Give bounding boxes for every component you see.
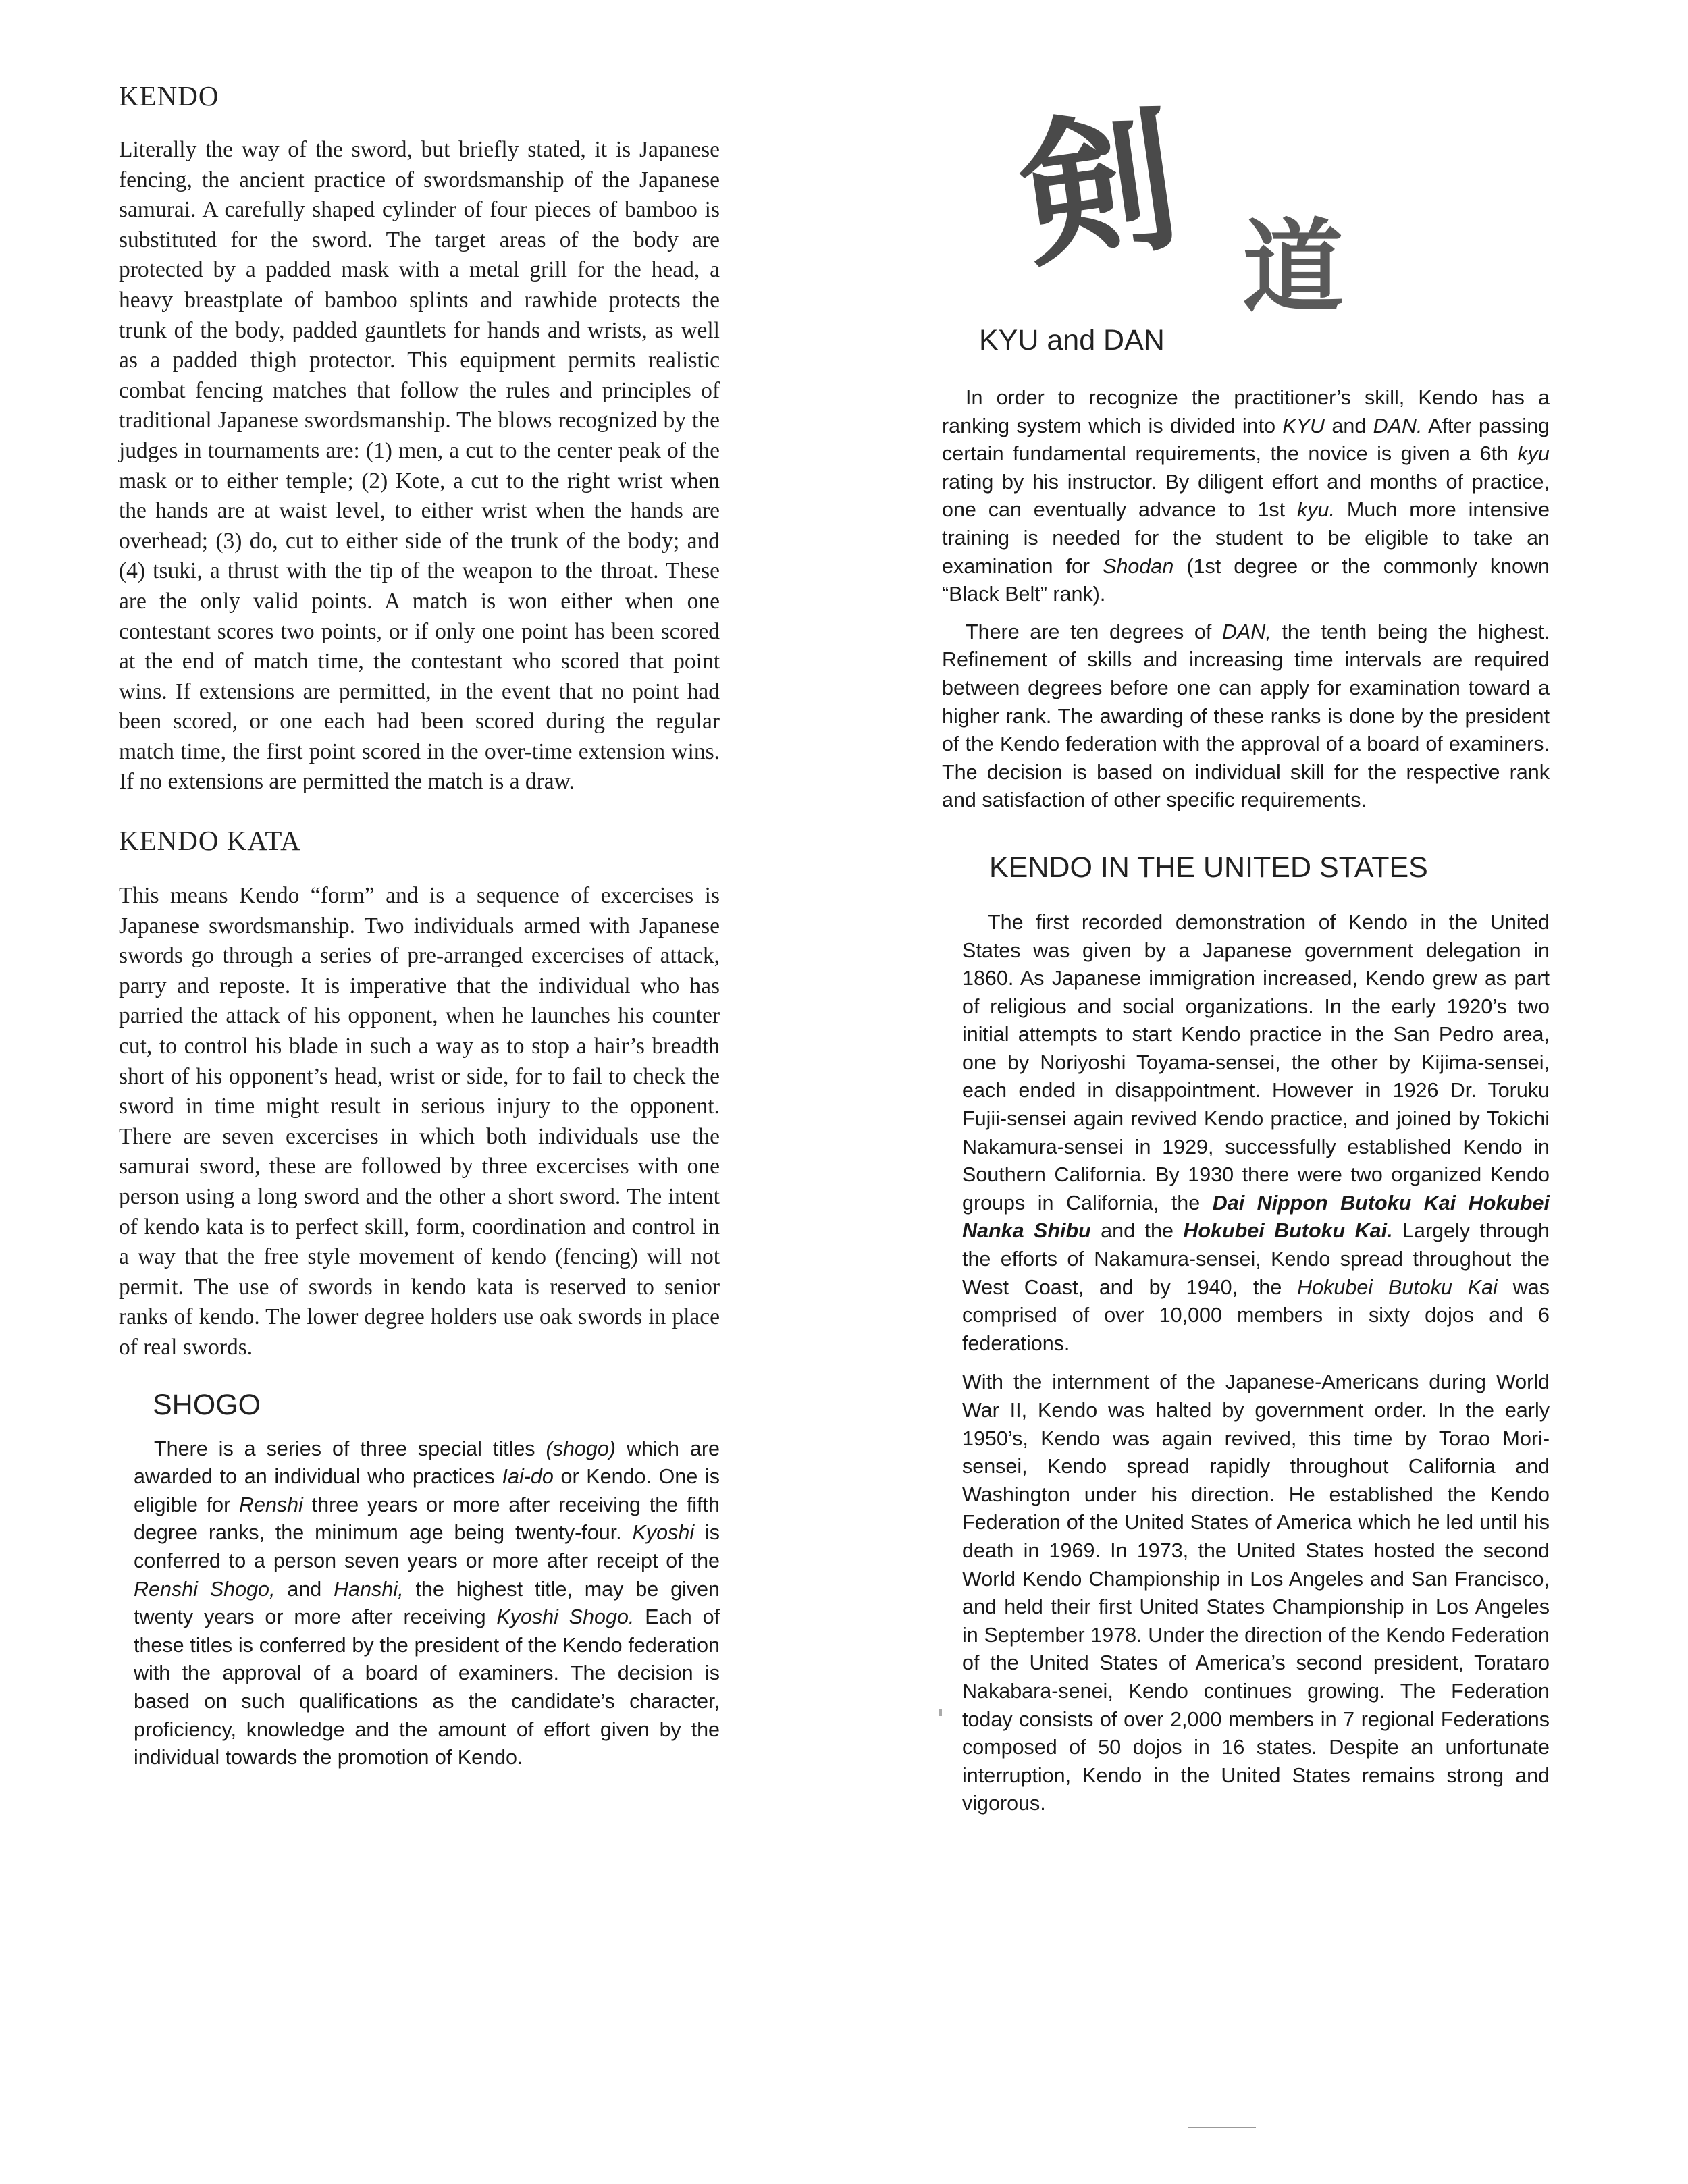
- calligraphy-do-character: 道: [1242, 208, 1344, 327]
- kendo-kata-heading: KENDO KATA: [119, 825, 301, 857]
- kendo-us-paragraph-2: With the internment of the Japanese-Americans during World War II, Kendo was halted by government order. In the early 1950’s, Kendo was again revived, this time by Torao Mori-sensei, Kendo spread rapidly throughout California and Washington under his direction. He established the Kendo Federation of the United States of America which he led until his death in 1969. In 1973, the United States hosted the second World Kendo Championship in Los Angeles and San Francisco, and held their first United States Championship in Los Angeles in September 1978. Under the direction of the Kendo Federation of the United States of America’s second president, Torataro Nakabara-senei, Kendo continues growing. The Federation today consists of over 2,000 members in 7 regional Federations composed of 50 dojos in 16 states. Despite an unfortunate interruption, Kendo in the United States remains strong and vigorous.: [962, 1370, 1550, 1815]
- left-column: [119, 80, 720, 1772]
- kendo-us-heading: KENDO IN THE UNITED STATES: [989, 851, 1428, 884]
- kyu-dan-paragraph-1: In order to recognize the practitioner’s skill, Kendo has a ranking system which is divided into KYU and DAN. After passing certain fundamental requirements, the novice is given a 6th kyu rating by his instructor. By diligent effort and months of practice, one can eventually advance to 1st kyu. Much more intensive training is needed for the student to be eligible to take an examination for Shodan (1st degree or the commonly known “Black Belt” rank).: [942, 386, 1550, 606]
- calligraphy-ken-character: 剣: [1009, 88, 1189, 290]
- right-column: [935, 324, 1550, 1818]
- shogo-heading: SHOGO: [153, 1388, 261, 1421]
- kendo-us-paragraph-1: The first recorded demonstration of Kendo in the United States was given by a Japanese government delegation in 1860. As Japanese immigration increased, Kendo grew as part of religious and social organizations. In the early 1920’s two initial attempts to start Kendo practice in the San Pedro area, one by Noriyoshi Toyama-sensei, the other by Kijima-sensei, each ended in disappointment. However in 1926 Dr. Toruku Fujii-sensei again revived Kendo practice, and joined by Tokichi Nakamura-sensei in 1929, successfully established Kendo in Southern California. By 1930 there were two organized Kendo groups in California, the Dai Nippon Butoku Kai Hokubei Nanka Shibu and the Hokubei Butoku Kai. Largely through the efforts of Nakamura-sensei, Kendo spread throughout the West Coast, and by 1940, the Hokubei Butoku Kai was comprised of over 10,000 members in sixty dojos and 6 federations.: [962, 910, 1550, 1355]
- kendo-heading: KENDO: [119, 80, 219, 111]
- kendo-paragraph: Literally the way of the sword, but briefly stated, it is Japanese fencing, the ancient practice of swordsmanship of the Japanese samurai. A carefully shaped cylinder of four pieces of bamboo is substituted for the sword. The target areas of the body are protected by a padded mask with a metal grill for the head, a heavy breastplate of bamboo splints and rawhide protects the trunk of the body, padded gauntlets for hands and wrists, as well as a padded thigh protector. This equipment permits realistic combat fencing matches that follow the rules and principles of traditional Japanese swordsmanship. The blows recognized by the judges in tournaments are: (1) men, a cut to the center peak of the mask or to either temple; (2) Kote, a cut to the right wrist when the hands are at waist level, to either wrist when the hands are overhead; (3) do, cut to either side of the trunk of the body; and (4) tsuki, a thrust with the tip of the weapon to the throat. These are the only valid points. A match is won either when one contestant scores two points, or if only one point has been scored at the end of match time, the contestant who scored that point wins. If extensions are permitted, in the event that no point had been scored, or one each had been scored during the regular match time, the first point scored in the over-time extension wins. If no extensions are permitted the match is a draw.: [119, 137, 720, 795]
- kyu-dan-heading: KYU and DAN: [979, 324, 1165, 356]
- kendo-calligraphy: [999, 64, 1418, 327]
- kendo-kata-paragraph: This means Kendo “form” and is a sequence of excercises is Japanese swordsmanship. Two individuals armed with Japanese swords go through a series of pre-arranged excercises of attack, parry and reposte. It is imperative that the individual who has parried the attack of his opponent, when he launches his counter cut, to control his blade in such a way as to stop a hair’s breadth short of his opponent’s head, wrist or side, for to fail to check the sword in time might result in serious injury to the opponent. There are seven excercises in which both individuals use the samurai sword, these are followed by three excercises with one person using a long sword and the other a short sword. The intent of kendo kata is to perfect skill, form, coordination and control in a way that the free style movement of kendo (fencing) will not permit. The use of swords in kendo kata is reserved to senior ranks of kendo. The lower degree holders use oak swords in place of real swords.: [119, 883, 720, 1360]
- scan-mark-bottom: [1188, 2127, 1256, 2128]
- shogo-paragraph: There is a series of three special titles (shogo) which are awarded to an individual who practices Iai-do or Kendo. One is eligible for Renshi three years or more after receiving the fifth degree ranks, the minimum age being twenty-four. Kyoshi is conferred to a person seven years or more after receipt of the Renshi Shogo, and Hanshi, the highest title, may be given twenty years or more after receiving Kyoshi Shogo. Each of these titles is conferred by the president of the Kendo federation with the approval of a board of examiners. The decision is based on such qualifications as the candidate’s character, proficiency, knowledge and the amount of effort given by the individual towards the promotion of Kendo.: [134, 1437, 720, 1769]
- kyu-dan-paragraph-2: There are ten degrees of DAN, the tenth being the highest. Refinement of skills and increasing time intervals are required between degrees before one can apply for examination toward a higher rank. The awarding of these ranks is done by the president of the Kendo federation with the approval of a board of examiners. The decision is based on individual skill for the respective rank and satisfaction of other specific requirements.: [942, 620, 1550, 812]
- scan-mark-left: [939, 1709, 942, 1716]
